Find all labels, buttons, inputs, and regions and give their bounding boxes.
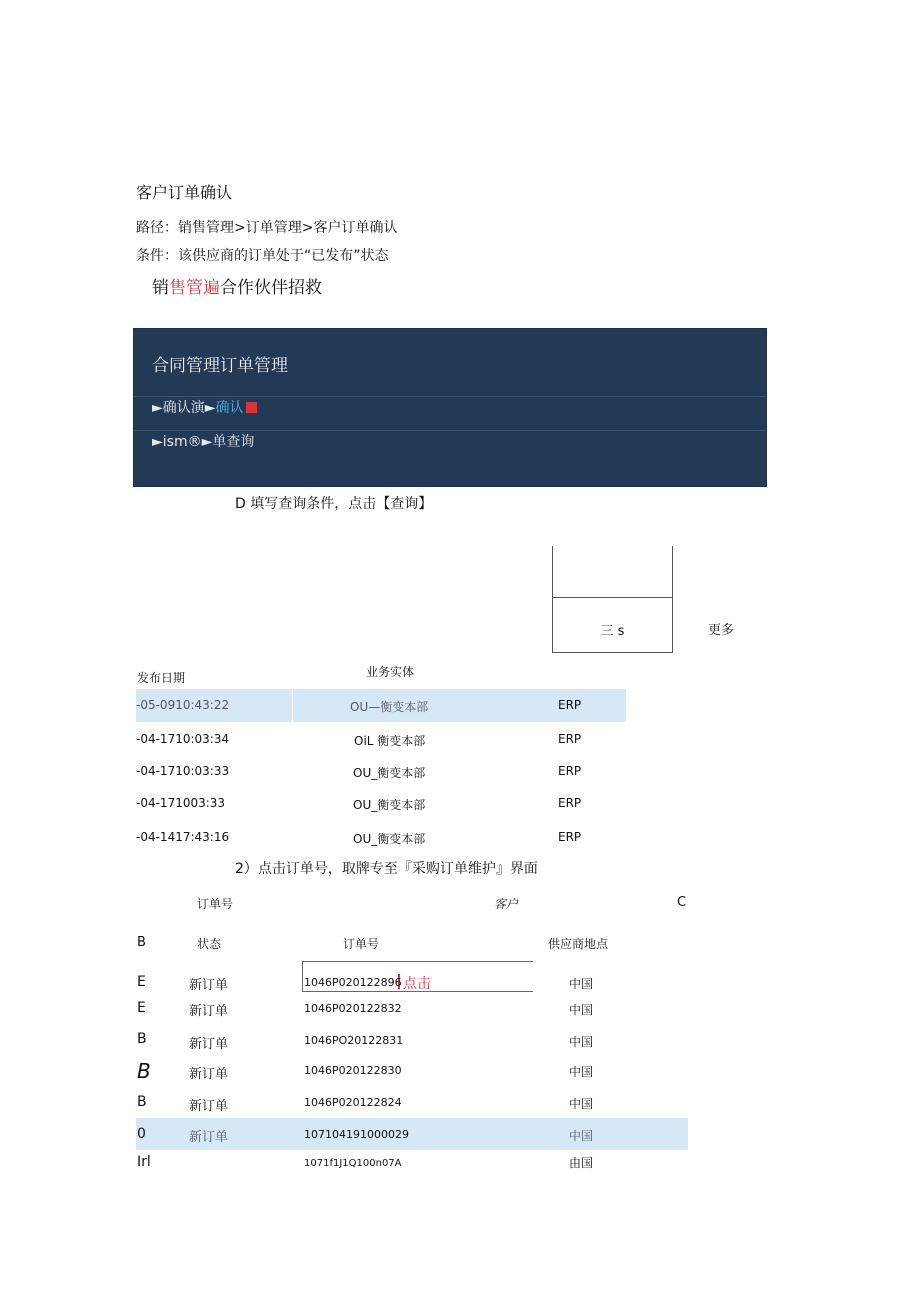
table-row-entity: OiL 衡变本部 bbox=[354, 734, 426, 748]
condition-text: 条件：该供应商的订单处于“已发布”状态 bbox=[136, 248, 389, 264]
table-row-date: -04-171003:33 bbox=[136, 796, 226, 810]
table-row-date: -04-1710:03:34 bbox=[136, 732, 230, 746]
order-number-link[interactable]: 1071f1J1Q100n07A bbox=[304, 1158, 402, 1169]
table-row-site: 中国 bbox=[569, 977, 594, 991]
path-text: 路径：销售管理>订单管理>客户订单确认 bbox=[136, 220, 398, 236]
nav-line-part1: 销 bbox=[152, 278, 169, 298]
order-number-link[interactable]: 1046PO20122831 bbox=[304, 1034, 404, 1047]
column-header-entity: 业务实体 bbox=[366, 665, 415, 679]
column-header-date: 发布日期 bbox=[137, 671, 186, 685]
table-row-status: 新订单 bbox=[189, 978, 229, 993]
table-row-flag: B bbox=[137, 1059, 151, 1083]
table-row-sys: ERP bbox=[558, 698, 582, 712]
row-cell-divider bbox=[292, 689, 293, 722]
table-row-flag: 0 bbox=[137, 1126, 146, 1142]
nav-line-part2: 售管遍 bbox=[169, 278, 220, 298]
table-row-entity: OU_衡变本部 bbox=[353, 832, 426, 846]
menu-panel bbox=[133, 328, 767, 487]
table-row-date: -05-0910:43:22 bbox=[136, 698, 230, 712]
order-number-link[interactable]: 107104191000029 bbox=[304, 1128, 409, 1141]
menu-item-order-query[interactable]: ►ism®►单查询 bbox=[152, 434, 255, 450]
menu-item-confirm-prefix: ►确认演► bbox=[152, 400, 216, 416]
table-row-flag: Irl bbox=[137, 1154, 151, 1170]
table-row-sys: ERP bbox=[558, 796, 582, 810]
more-link[interactable]: 更多 bbox=[708, 623, 735, 638]
column-header-order-no: 订单号 bbox=[343, 937, 380, 951]
query-box-divider bbox=[553, 597, 672, 598]
table-row-status: 新订单 bbox=[189, 1130, 229, 1145]
table-row-entity: OU_衡变本部 bbox=[353, 766, 426, 780]
nav-line bbox=[152, 273, 322, 298]
table-row-site: 中国 bbox=[569, 1035, 594, 1049]
column-header-order-no-top: 订单号 bbox=[197, 897, 234, 911]
order-number-link[interactable]: 1046P020122832 bbox=[304, 1002, 402, 1015]
table-row-sys: ERP bbox=[558, 830, 582, 844]
table-row-flag: B bbox=[137, 1031, 147, 1047]
column-header-site: 供应商地点 bbox=[548, 937, 609, 951]
query-box bbox=[552, 546, 673, 653]
table-row-entity: OU_衡变本部 bbox=[353, 798, 426, 812]
red-square-icon bbox=[246, 402, 257, 413]
table-row-status: 新订单 bbox=[189, 1037, 229, 1052]
page-title: 客户订单确认 bbox=[136, 183, 233, 202]
click-label: 点击 bbox=[403, 976, 431, 992]
table-row-status: 新订单 bbox=[189, 1067, 229, 1082]
query-button[interactable]: 三 s bbox=[600, 624, 625, 639]
table-row-site: 中国 bbox=[569, 1003, 594, 1017]
column-header-b: B bbox=[137, 935, 146, 950]
table-row-date: -04-1417:43:16 bbox=[136, 830, 230, 844]
column-header-status: 状态 bbox=[197, 937, 222, 951]
column-header-c: C bbox=[677, 895, 687, 910]
menu-title[interactable]: 合同管理订单管理 bbox=[152, 356, 288, 376]
column-header-customer: 客户 bbox=[494, 897, 519, 911]
step1-text: D 填写查询条件，点击【查询】 bbox=[235, 496, 433, 512]
nav-line-part3: 合作伙伴招救 bbox=[220, 278, 322, 298]
table-row-entity: OU—衡变本部 bbox=[350, 700, 429, 714]
menu-item-confirm[interactable] bbox=[152, 397, 257, 417]
table-row-site: 中国 bbox=[569, 1065, 594, 1079]
table-row-sys: ERP bbox=[558, 732, 582, 746]
order-number-link[interactable]: 1046P020122830 bbox=[304, 1064, 402, 1077]
table-row-flag: E bbox=[137, 1000, 146, 1016]
order-number-link[interactable]: 1046P020122824 bbox=[304, 1096, 402, 1109]
table-row-flag: B bbox=[137, 1094, 147, 1110]
table-row-site: 中国 bbox=[569, 1129, 594, 1143]
table-row-site: 中国 bbox=[569, 1097, 594, 1111]
step2-text: 2）点击订单号，取牌专至『采购订单维护』界面 bbox=[235, 861, 538, 877]
table-row-date: -04-1710:03:33 bbox=[136, 764, 230, 778]
table-row-sys: ERP bbox=[558, 764, 582, 778]
table-row-flag: E bbox=[137, 974, 146, 990]
order-number-link[interactable]: 1046P020122896 bbox=[304, 976, 402, 989]
table-row-status: 新订单 bbox=[189, 1099, 229, 1114]
table-row-status: 新订单 bbox=[189, 1004, 229, 1019]
menu-item-confirm-accent[interactable]: 确认 bbox=[215, 400, 244, 416]
table-row-site: 由国 bbox=[569, 1156, 594, 1170]
